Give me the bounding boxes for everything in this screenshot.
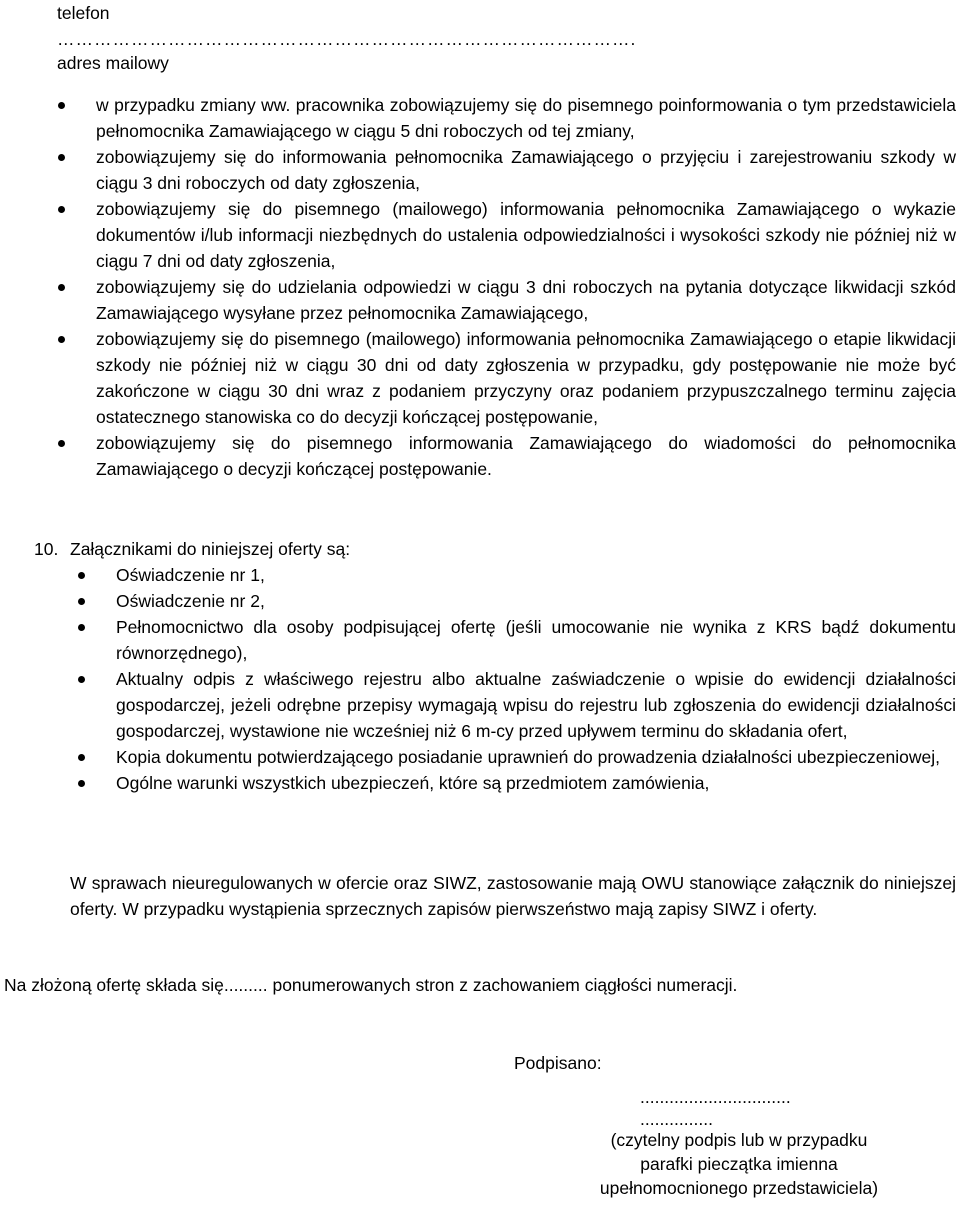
bullet-icon <box>78 598 85 605</box>
list-item <box>96 144 956 196</box>
bullet-icon <box>58 102 65 109</box>
list-item <box>116 562 956 588</box>
list-item-text: Pełnomocnictwo dla osoby podpisującej ofertę (jeśli umocowanie nie wynika z KRS bądź dokumentu równorzędnego), <box>116 617 956 663</box>
signature-label: Podpisano: <box>514 1053 602 1073</box>
attachments-list <box>116 562 956 796</box>
bullet-icon <box>78 754 85 761</box>
bullet-icon <box>58 284 65 291</box>
list-item <box>116 770 956 796</box>
section-number: 10. <box>34 539 59 559</box>
bullet-icon <box>58 154 65 161</box>
signature-line-short: ............... <box>640 1109 713 1129</box>
dotted-line: …………………………………………………………………………………. <box>57 29 637 49</box>
pages-paragraph: Na złożoną ofertę składa się......... ponumerowanych stron z zachowaniem ciągłości numeracji. <box>4 975 738 995</box>
list-item-text: Oświadczenie nr 1, <box>116 565 265 585</box>
list-item <box>96 430 956 482</box>
email-label: adres mailowy <box>57 53 169 73</box>
list-item-text: zobowiązujemy się do udzielania odpowiedzi w ciągu 3 dni roboczych na pytania dotyczące likwidacji szkód Zamawiającego wysyłane przez pełnomocnika Zamawiającego, <box>96 277 956 323</box>
list-item <box>116 614 956 666</box>
signature-line: ............................... <box>640 1087 791 1107</box>
bullet-icon <box>58 206 65 213</box>
list-item-text: zobowiązujemy się do pisemnego informowania Zamawiającego do wiadomości do pełnomocnika Zamawiającego o decyzji kończącej postępowanie. <box>96 433 956 479</box>
list-item-text: zobowiązujemy się do informowania pełnomocnika Zamawiającego o przyjęciu i zarejestrowaniu szkody w ciągu 3 dni roboczych od daty zgłoszenia, <box>96 147 956 193</box>
list-item <box>116 744 956 770</box>
bullet-icon <box>78 780 85 787</box>
list-item-text: zobowiązujemy się do pisemnego (mailowego) informowania pełnomocnika Zamawiającego o wykazie dokumentów i/lub informacji niezbędnych do ustalenia odpowiedzialności i wysokości szkody nie później niż w ciągu 7 dni od daty zgłoszenia, <box>96 199 956 271</box>
list-item-text: Aktualny odpis z właściwego rejestru albo aktualne zaświadczenie o wpisie do ewidencji działalności gospodarczej, jeżeli odrębne przepisy wymagają wpisu do rejestru lub zgłoszenia do ewidencji działalności gospodarczej, wystawione nie wcześniej niż 6 m-cy przed upływem terminu do składania ofert, <box>116 669 956 741</box>
list-item <box>116 588 956 614</box>
bullet-icon <box>78 572 85 579</box>
list-item <box>96 274 956 326</box>
bullet-icon <box>58 336 65 343</box>
section-title: Załącznikami do niniejszej oferty są: <box>70 539 351 559</box>
list-item-text: w przypadku zmiany ww. pracownika zobowiązujemy się do pisemnego poinformowania o tym przedstawiciela pełnomocnika Zamawiającego w ciągu 5 dni roboczych od tej zmiany, <box>96 95 956 141</box>
list-item-text: Oświadczenie nr 2, <box>116 591 265 611</box>
list-item <box>96 196 956 274</box>
list-item <box>96 92 956 144</box>
obligations-list <box>96 92 956 482</box>
list-item <box>116 666 956 744</box>
list-item-text: Kopia dokumentu potwierdzającego posiadanie uprawnień do prowadzenia działalności ubezpieczeniowej, <box>116 747 941 767</box>
list-item-text: zobowiązujemy się do pisemnego (mailowego) informowania pełnomocnika Zamawiającego o etapie likwidacji szkody nie później niż w ciągu 30 dni od daty zgłoszenia w przypadku, gdy postępowanie nie może być zakończone w ciągu 30 dni wraz z podaniem przyczyny oraz podaniem przypuszczalnego terminu zajęcia ostatecznego stanowiska co do decyzji kończącej postępowanie, <box>96 329 956 427</box>
bullet-icon <box>78 676 85 683</box>
phone-label: telefon <box>57 3 110 23</box>
bullet-icon <box>78 624 85 631</box>
list-item-text: Ogólne warunki wszystkich ubezpieczeń, które są przedmiotem zamówienia, <box>116 773 710 793</box>
section-10-heading <box>34 536 350 562</box>
bullet-icon <box>58 440 65 447</box>
list-item <box>96 326 956 430</box>
owu-paragraph: W sprawach nieuregulowanych w ofercie oraz SIWZ, zastosowanie mają OWU stanowiące załącznik do niniejszej oferty. W przypadku wystąpienia sprzecznych zapisów pierwszeństwo mają zapisy SIWZ i oferty. <box>70 873 956 919</box>
signature-caption: (czytelny podpis lub w przypadku parafki pieczątka imienna upełnomocnionego przedstawiciela) <box>599 1130 879 1198</box>
